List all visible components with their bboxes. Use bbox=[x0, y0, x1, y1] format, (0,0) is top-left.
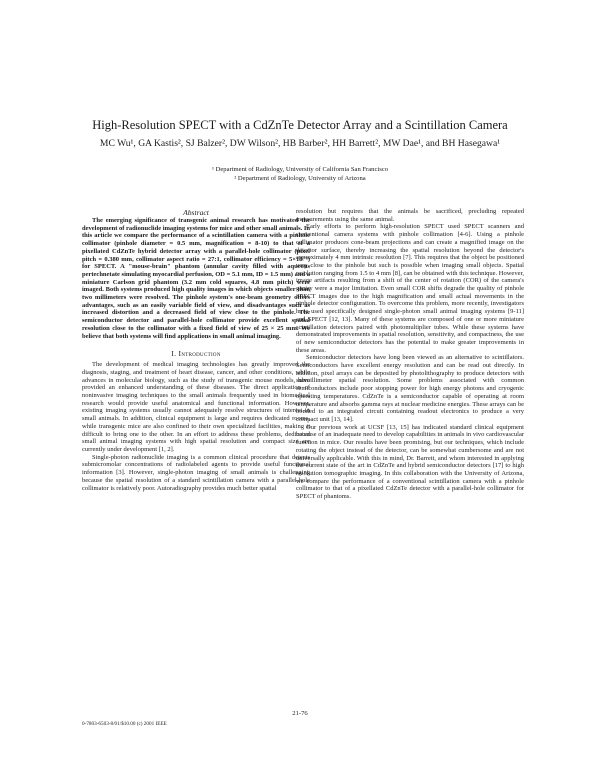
right-column bbox=[296, 208, 524, 501]
intro-paragraph-1: The development of medical imaging technologies has greatly improved the diagnosis, staging, and treatment of heart disease, cancer, and other conditions, while advances in molecular biology, such as the study of transgenic mouse models, have provided an enhanced understanding of these diseases. The direct application of noninvasive imaging techniques to the small animals frequently used in biomedical research would provide useful anatomical and functional information. However, existing imaging systems usually cannot adequately resolve structures of interest in small animals. In addition, clinical equipment is large and requires dedicated rooms, while transgenic mice are also confined to their own specialized facilities, making it difficult to bring one to the other. In an effort to address these problems, dedicated small animal imaging systems with high spatial resolution and compact size are currently under development [1, 2]. bbox=[82, 361, 310, 453]
intro-paragraph-2: Single-photon radionuclide imaging is a common clinical procedure that detects submicromolar concentrations of radiolabeled agents to provide useful functional information [3]. However, single-photon imaging of small animals is challenging because the spatial resolution of a standard scintillation camera with a parallel-hole collimator is relatively poor. Autoradiography provides much better spatial bbox=[82, 453, 310, 492]
abstract-heading: Abstract bbox=[183, 208, 209, 217]
right-paragraph-1: Early efforts to perform high-resolution SPECT used SPECT scanners and conventional camera systems with pinhole collimation [4-6]. Using a pinhole collimator produces cone-beam projections and can create a magnified image on the detector surface, thereby increasing the spatial resolution beyond the detector's approximately 4 mm intrinsic resolution [7]. This requires that the object be positioned very close to the pinhole but such is possible when imaging small objects. Spatial resolution ranging from 1.5 to 4 mm [8], can be obtained with this technique. However, image artifacts resulting from a shift of the center of rotation (COR) of the camera's gantry were a major limitation. Even small COR shifts degrade the quality of pinhole SPECT images due to the high magnification and small actual movements in the pinhole detector configuration. To overcome this problem, more recently, investigators have used specifically designed single-photon small animal imaging systems [9-11] and SPECT [12, 13]. Many of these systems are composed of one or more miniature scintillation detectors paired with photomultiplier tubes. While these systems have demonstrated improvements in spatial resolution, sensitivity, and compactness, the use of new semiconductor detectors has the potential to make greater improvements in these areas. bbox=[296, 223, 524, 354]
right-paragraph-continued: resolution but requires that the animals be sacrificed, precluding repeated measurements using the same animal. bbox=[296, 208, 524, 223]
affiliation-ucsf: ¹ Department of Radiology, University of California San Francisco bbox=[211, 166, 389, 173]
introduction-heading: I. Introduction bbox=[171, 349, 221, 359]
author-list: MC Wu¹, GA Kastis², SJ Balzer², DW Wilson², HB Barber², HH Barrett², MW Dae¹, and BH Hasegawa¹ bbox=[99, 138, 501, 149]
abstract-text: The emerging significance of transgenic animal research has motivated the development of radionuclide imaging systems for mice and other small animals. In this article we compare the performance of a scintillation camera with a pinhole collimator (pinhole diameter = 0.5 mm, magnification = 8-10) to that of a pixellated CdZnTe hybrid detector array with a parallel-hole collimator (pixel pitch = 0.380 mm, collimator aspect ratio = 27:1, collimator efficiency = 5×10⁻⁵) for SPECT. A "mouse-brain" phantom (annular cavity filled with aqueous pertechnetate simulating myocardial perfusion, OD = 5.1 mm, ID = 1.5 mm) and a miniature Carlson grid phantom (3.2 mm cold squares, 4.8 mm pitch) were imaged. Both systems produced high quality images in which objects smaller than two millimeters were resolved. The pinhole system's one-beam geometry offers advantages, such as an easily variable field of view, and disadvantages such as increased distortion and a decreased field of view close to the pinhole. The semiconductor detector and parallel-hole collimator provide excellent spatial resolution close to the collimator with a fixed field of view of 25 × 25 mm. We believe that both systems will find applications in small animal imaging. bbox=[82, 217, 310, 340]
copyright-code: 0-7803-6503-8/01/$10.00 (c) 2001 IEEE bbox=[82, 721, 167, 727]
right-paragraph-2: Semiconductor detectors have long been viewed as an alternative to scintillators. Semiconductors have excellent energy resolution and can be read out directly. In addition, pixel arrays can be deposited by photolithography to produce detectors with submillimeter spatial resolution. Some problems associated with common semiconductors include poor stopping power for high energy photons and cryogenic operating temperatures. CdZnTe is a semiconductor capable of operating at room temperature and absorbs gamma rays at nuclear medicine energies. These arrays can be bonded to an integrated circuit containing readout electronics to produce a very compact unit [13, 14]. bbox=[296, 354, 524, 423]
page-number: 21-76 bbox=[292, 710, 308, 717]
right-paragraph-3: Our previous work at UCSF [13, 15] has indicated standard clinical equipment because of an inadequate need to develop capabilities in animals in vivo cardiovascular function in mice. Our results have been promising, but our techniques, which include rotating the object instead of the detector, can be somewhat cumbersome and are not universally applicable. With this in mind, Dr. Barrett, and whom interested in applying the current state of the art in CdZnTe and hybrid semiconductor detectors [17] to high resolution tomographic imaging. In this collaboration with the University of Arizona, we compare the performance of a conventional scintillation camera with a pinhole collimator to that of a pixellated CdZnTe detector with a parallel-hole collimator for SPECT of phantoms. bbox=[296, 423, 524, 501]
paper-title: High-Resolution SPECT with a CdZnTe Detector Array and a Scintillation Camera bbox=[92, 118, 508, 132]
left-column bbox=[82, 208, 310, 492]
affiliation-arizona: ² Department of Radiology, University of Arizona bbox=[234, 175, 366, 182]
